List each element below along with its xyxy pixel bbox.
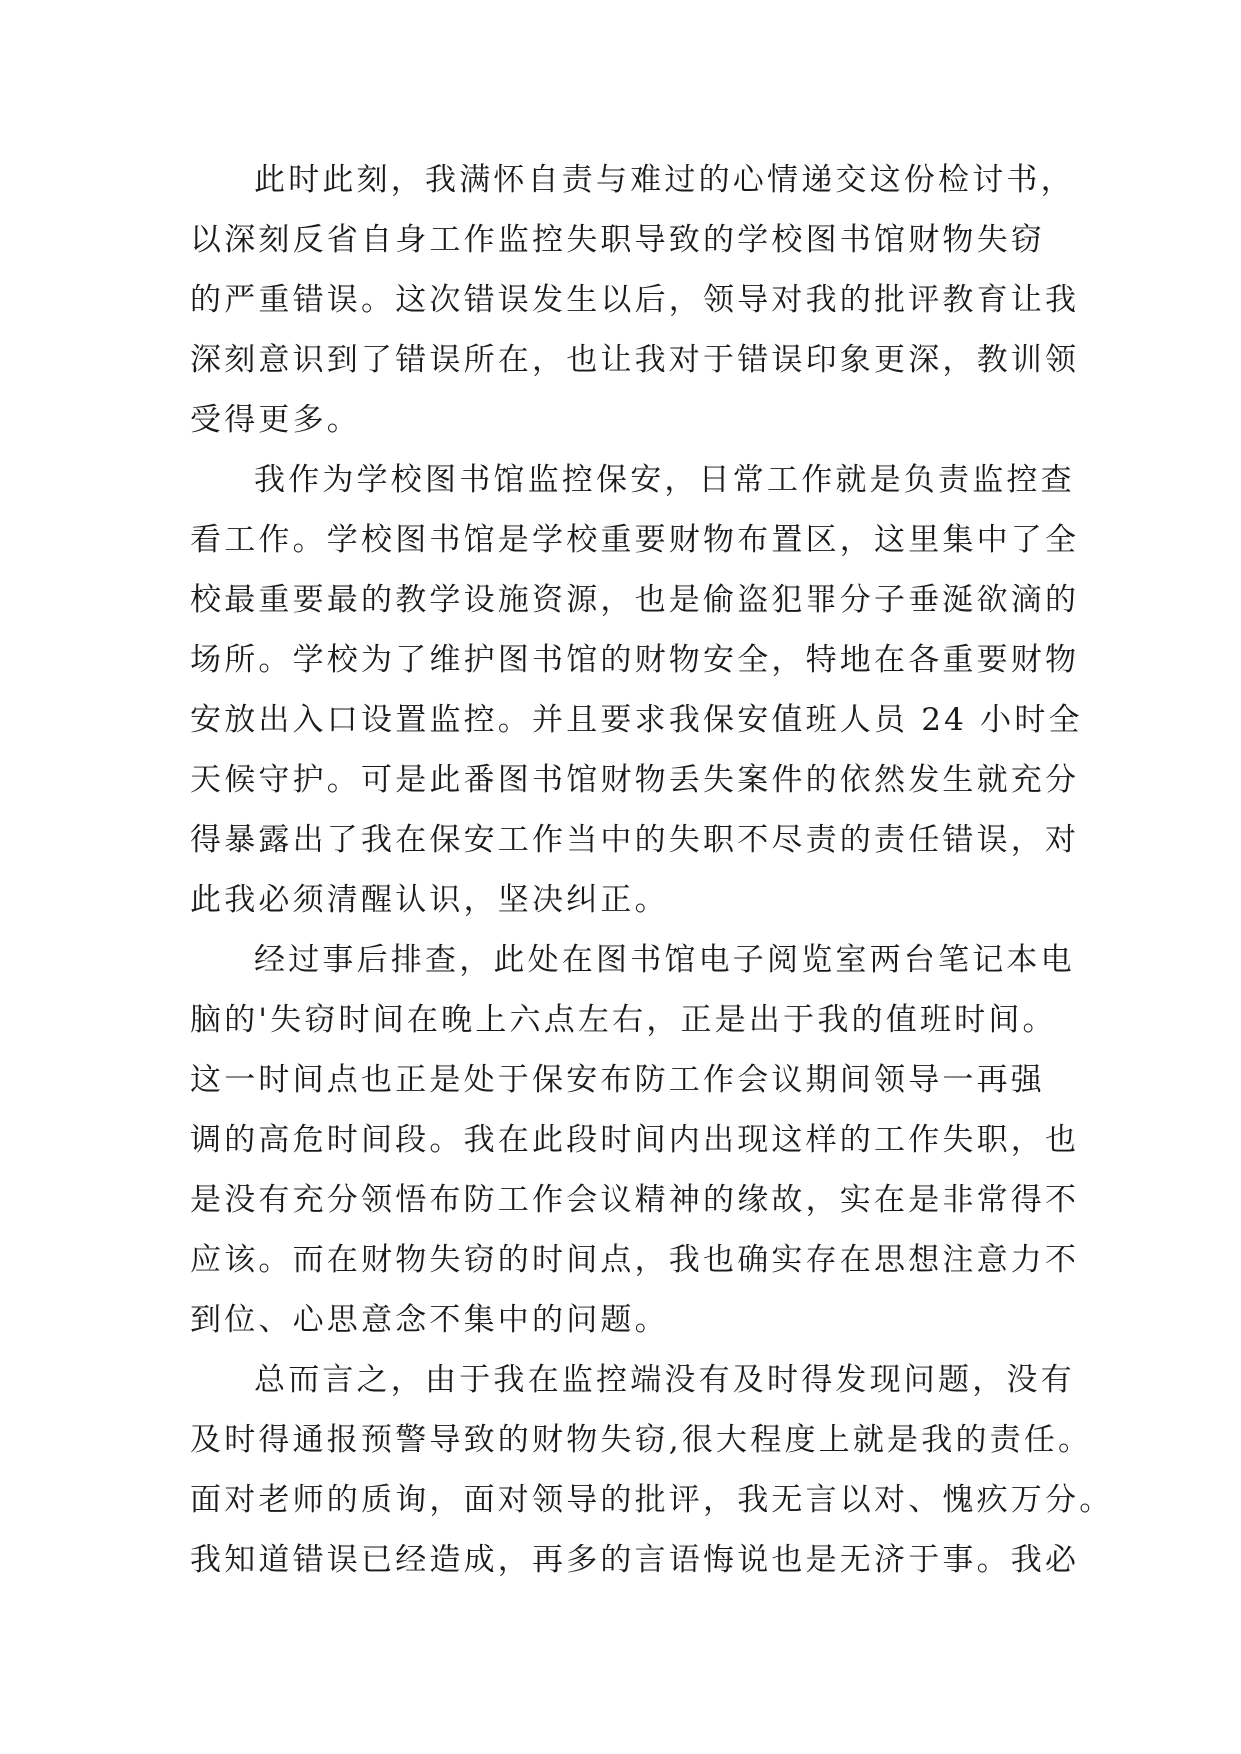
- text-line: 经过事后排查，此处在图书馆电子阅览室两台笔记本电: [254, 942, 1075, 978]
- text-line: 我作为学校图书馆监控保安，日常工作就是负责监控查: [254, 462, 1075, 498]
- text-line: 脑的'失窃时间在晚上六点左右，正是出于我的值班时间。: [190, 1002, 1057, 1038]
- text-line: 受得更多。: [190, 402, 361, 438]
- text-line: 面对老师的质询，面对领导的批评，我无言以对、愧疚万分。: [190, 1482, 1114, 1518]
- text-line: 校最重要最的教学设施资源，也是偷盗犯罪分子垂涎欲滴的: [190, 582, 1080, 618]
- text-line: 到位、心思意念不集中的问题。: [190, 1302, 669, 1338]
- paragraph-4: [190, 1350, 1114, 1590]
- text-line: 以深刻反省自身工作监控失职导致的学校图书馆财物失窃: [190, 222, 1045, 258]
- text-line: 场所。学校为了维护图书馆的财物安全，特地在各重要财物: [190, 642, 1080, 678]
- document-body: [190, 150, 1114, 1590]
- paragraph-2: [190, 450, 1083, 930]
- text-line: 这一时间点也正是处于保安布防工作会议期间领导一再强: [190, 1062, 1045, 1098]
- paragraph-3: [190, 930, 1080, 1350]
- text-line: 看工作。学校图书馆是学校重要财物布置区，这里集中了全: [190, 522, 1080, 558]
- text-line: 此时此刻，我满怀自责与难过的心情递交这份检讨书，: [254, 162, 1075, 198]
- text-line: 及时得通报预警导致的财物失窃,很大程度上就是我的责任。: [190, 1422, 1093, 1458]
- text-line: 我知道错误已经造成，再多的言语悔说也是无济于事。我必: [190, 1542, 1080, 1578]
- text-line: 总而言之，由于我在监控端没有及时得发现问题，没有: [254, 1362, 1075, 1398]
- text-line: 应该。而在财物失窃的时间点，我也确实存在思想注意力不: [190, 1242, 1080, 1278]
- paragraph-1: [190, 150, 1080, 450]
- text-line: 得暴露出了我在保安工作当中的失职不尽责的责任错误，对: [190, 822, 1080, 858]
- text-line: 天候守护。可是此番图书馆财物丢失案件的依然发生就充分: [190, 762, 1080, 798]
- text-line: 深刻意识到了错误所在，也让我对于错误印象更深，教训领: [190, 342, 1080, 378]
- text-line: 是没有充分领悟布防工作会议精神的缘故，实在是非常得不: [190, 1182, 1080, 1218]
- text-line: 调的高危时间段。我在此段时间内出现这样的工作失职，也: [190, 1122, 1080, 1158]
- text-line: 的严重错误。这次错误发生以后，领导对我的批评教育让我: [190, 282, 1080, 318]
- text-line: 此我必须清醒认识，坚决纠正。: [190, 882, 669, 918]
- text-line: 安放出入口设置监控。并且要求我保安值班人员 24 小时全: [190, 702, 1083, 738]
